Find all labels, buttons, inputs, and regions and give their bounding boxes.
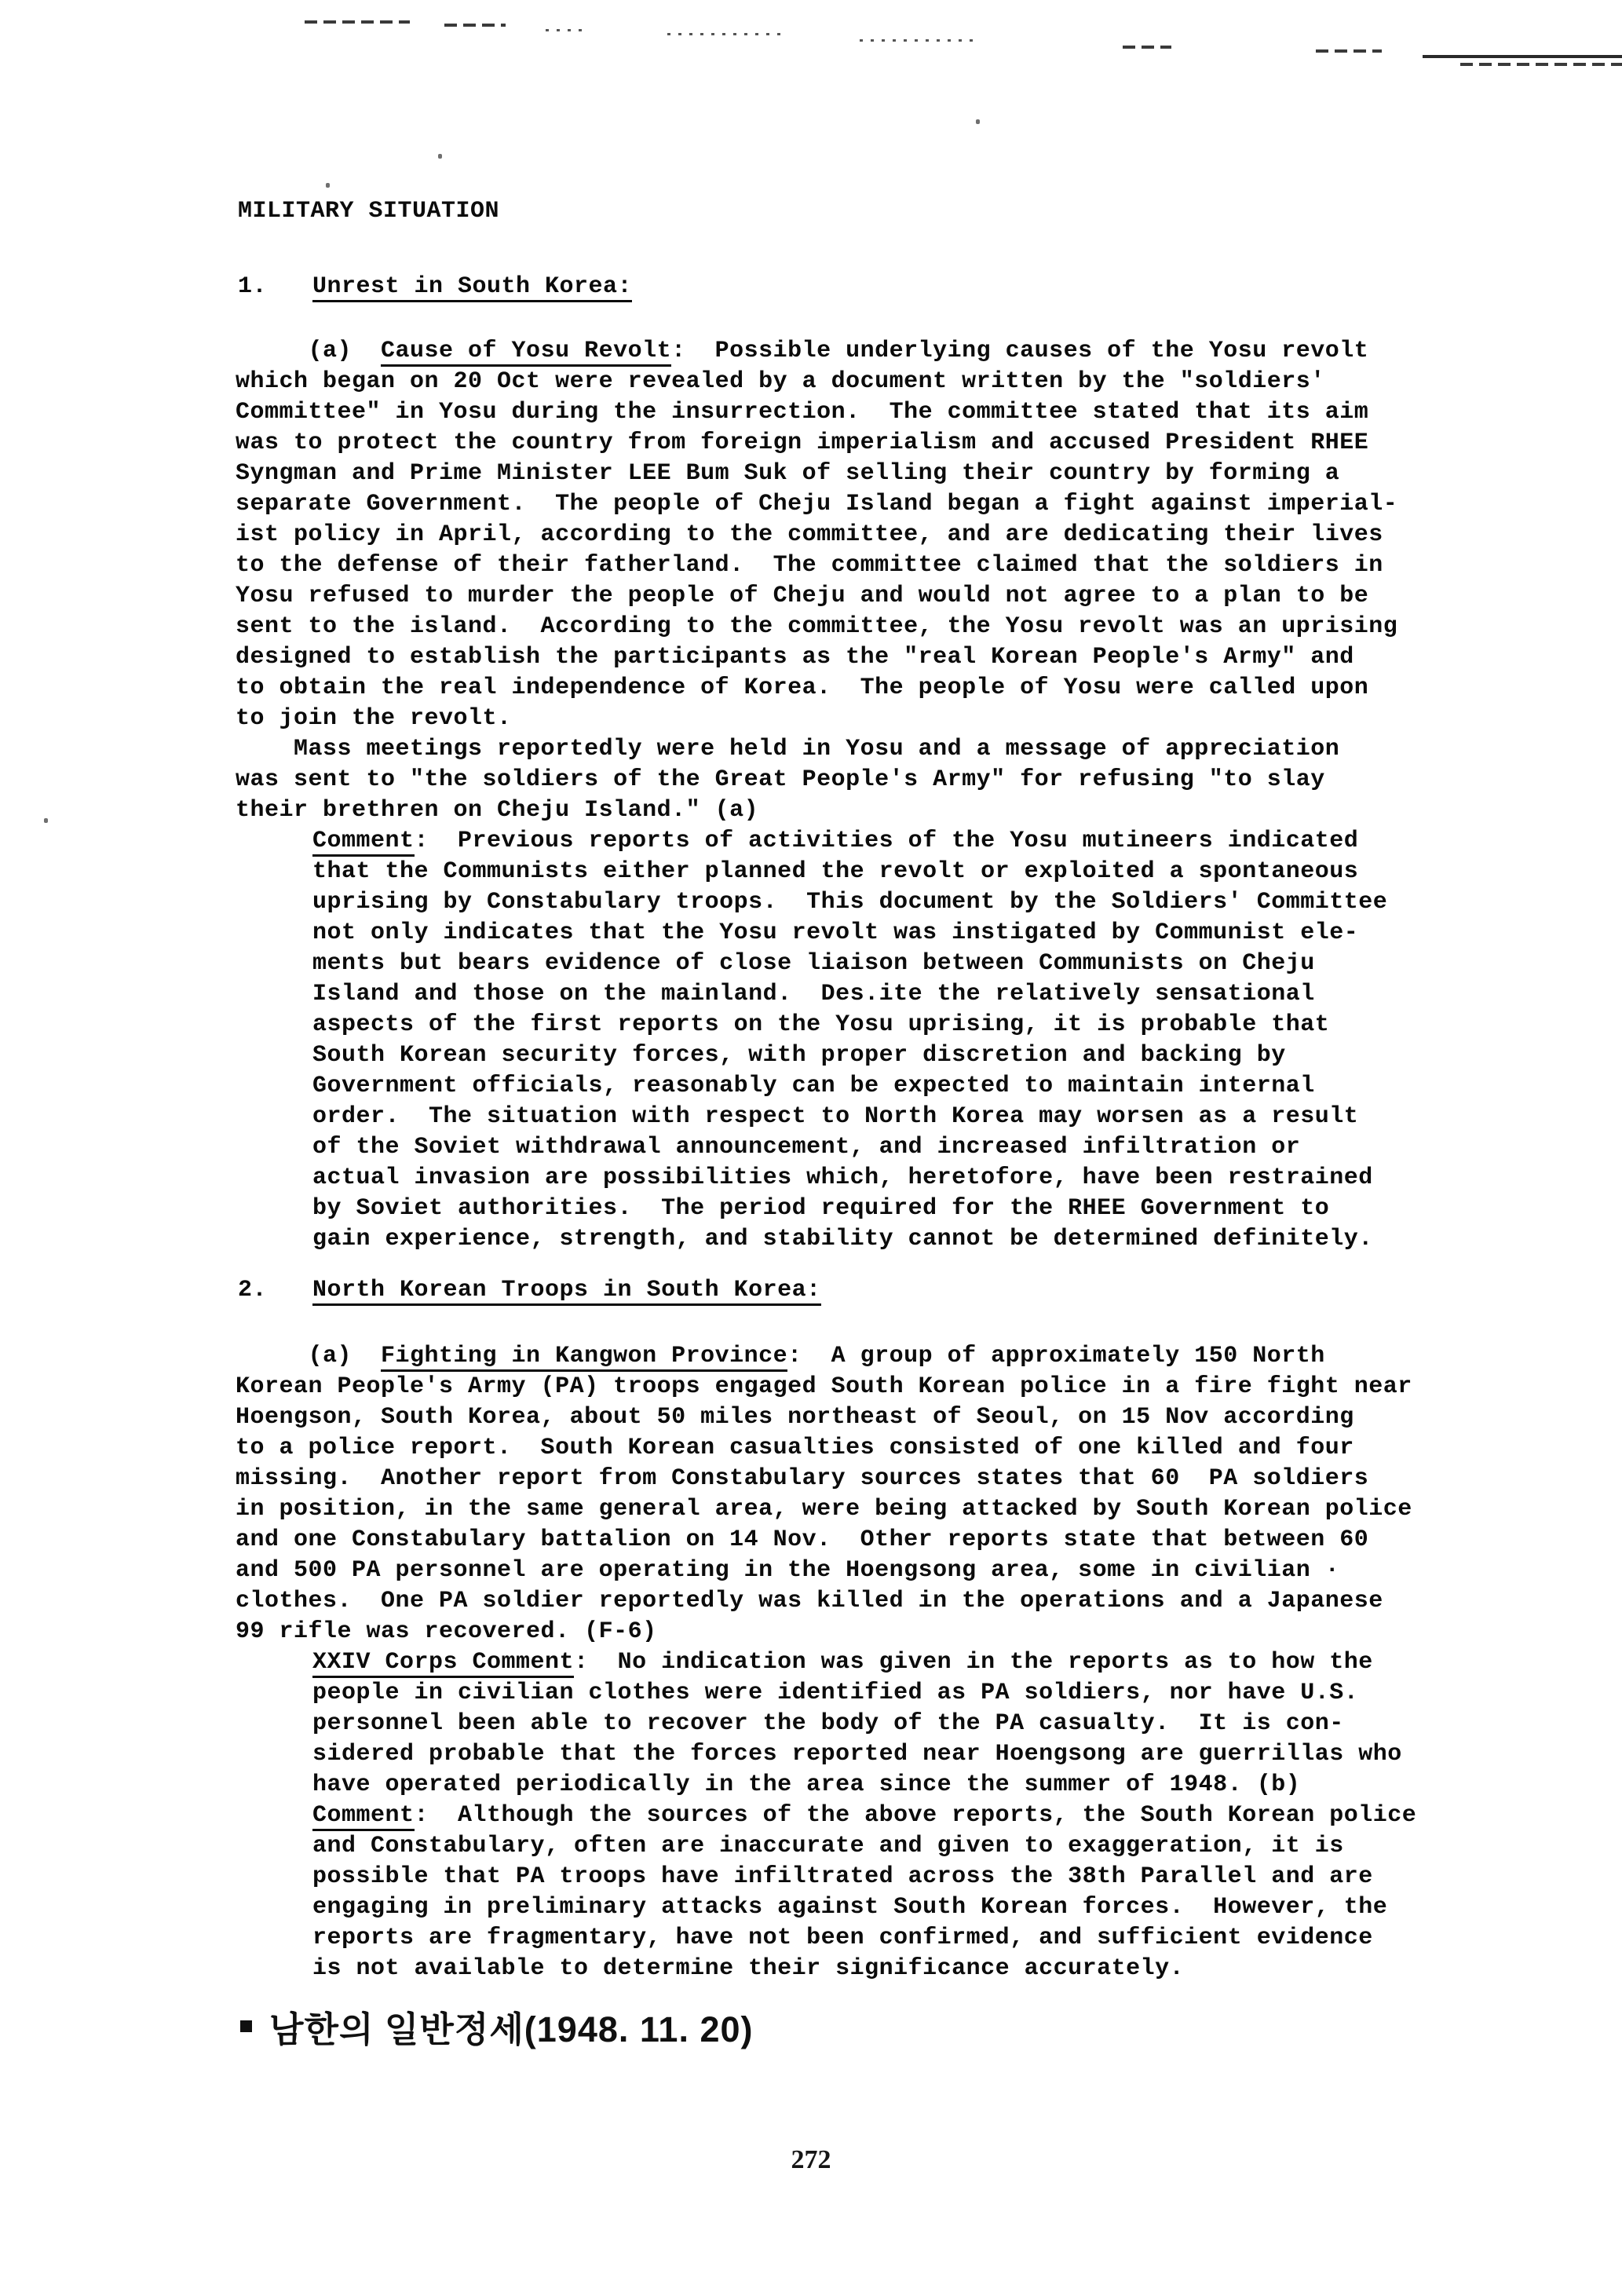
section-2-comment-block: XXIV Corps Comment: No indication was given in the reports as to how the people in civilian clothes were identified as PA soldiers, nor have U.S. personnel been able to recover the body of the PA casualty. It is con- sidered probable that the forces reported near Hoengsong are guerrillas who have operated periodically in the area since the summer of 1948. (b) Comment: Although the sources of the above reports, the South Korean police and Constabulary, often are inaccurate and given to exaggeration, it is possible that PA troops have infiltrated across the 38th Parallel and are engaging in preliminary attacks against South Korean forces. However, the reports are fragmentary, have not been confirmed, and sufficient evidence is not available to determine their significance accurately.: [312, 1649, 1417, 1982]
scan-artifact-dash: [1460, 63, 1622, 66]
section-2-paragraph: (a) Fighting in Kangwon Province: A group of approximately 150 North Korean People's Army (PA) troops engaged South Korean police in a fire fight near Hoengson, South Korea, about 50 miles northeast of Seoul, on 15 Nov according to a police report. South Korean casualties consisted of one killed and four missing. Another report from Constabulary sources states that 60 PA soldiers in position, in the same general area, were being attacked by South Korean police and one Constabulary battalion on 14 Nov. Other reports state that between 60 and 500 PA personnel are operating in the Hoengsong area, some in civilian · clothes. One PA soldier reportedly was killed in the operations and a Japanese 99 rifle was recovered. (F-6): [236, 1343, 1412, 1645]
scan-speck: [438, 154, 442, 159]
scan-artifact-dots: [546, 29, 590, 31]
bullet-icon: [240, 2020, 252, 2032]
scan-speck: [976, 119, 980, 124]
scan-artifact-dash: [1123, 46, 1171, 49]
section-2-heading: North Korean Troops in South Korea:: [312, 1277, 821, 1306]
scan-artifact-line: [1423, 55, 1622, 58]
scan-artifact-dash: [305, 20, 410, 24]
scan-speck: [326, 183, 330, 188]
section-1-comment-block: Comment: Previous reports of activities of the Yosu mutineers indicated that the Communists either planned the revolt or exploited a spontaneous uprising by Constabulary troops. This document by the Soldiers' Committee not only indicates that the Yosu revolt was instigated by Communist ele- ments but bears evidence of close liaison between Communists on Cheju Island and those on the mainland. Des.ite the relatively sensational aspects of the first reports on the Yosu uprising, it is probable that South Korean security forces, with proper discretion and backing by Government officials, reasonably can be expected to maintain internal order. The situation with respect to North Korea may worsen as a result of the Soviet withdrawal announcement, and increased infiltration or actual invasion are possibilities which, heretofore, have been restrained by Soviet authorities. The period required for the RHEE Government to gain experience, strength, and stability cannot be determined definitely.: [312, 828, 1388, 1252]
scan-artifact-dash: [444, 24, 506, 27]
footnote-text: 남한의 일반정세(1948. 11. 20): [269, 2009, 754, 2049]
section-1-number: 1.: [238, 273, 268, 300]
page-title: MILITARY SITUATION: [238, 198, 500, 225]
section-1-body: [236, 336, 1397, 1255]
section-1-heading-row: [238, 273, 632, 300]
section-1-paragraph: (a) Cause of Yosu Revolt: Possible underlying causes of the Yosu revolt which began on 20 Oct were revealed by a document written by the "soldiers' Committee" in Yosu during the insurrection. The committee stated that its aim was to protect the country from foreign imperialism and accused President RHEE Syngman and Prime Minister LEE Bum Suk of selling their country by forming a separate Government. The people of Cheju Island began a fight against imperial- ist policy in April, according to the committee, and are dedicating their lives to the defense of their fatherland. The committee claimed that the soldiers in Yosu refused to murder the people of Cheju and would not agree to a plan to be sent to the island. According to the committee, the Yosu revolt was an uprising designed to establish the participants as the "real Korean People's Army" and to obtain the real independence of Korea. The people of Yosu were called upon to join the revolt. Mass meetings reportedly were held in Yosu and a message of appreciation was sent to "the soldiers of the Great People's Army" for refusing "to slay their brethren on Cheju Island." (a): [236, 338, 1398, 824]
section-2-heading-row: [238, 1277, 821, 1303]
scan-artifact-dots: [860, 39, 977, 42]
section-2-body: [236, 1341, 1416, 1984]
section-1-heading: Unrest in South Korea:: [312, 273, 632, 302]
scan-artifact-dots: [667, 33, 785, 35]
section-2-number: 2.: [238, 1277, 268, 1303]
footnote: [240, 2001, 754, 2052]
scan-artifact-dash: [1316, 49, 1382, 53]
scan-speck: [44, 818, 48, 823]
page-number: 272: [791, 2145, 831, 2174]
